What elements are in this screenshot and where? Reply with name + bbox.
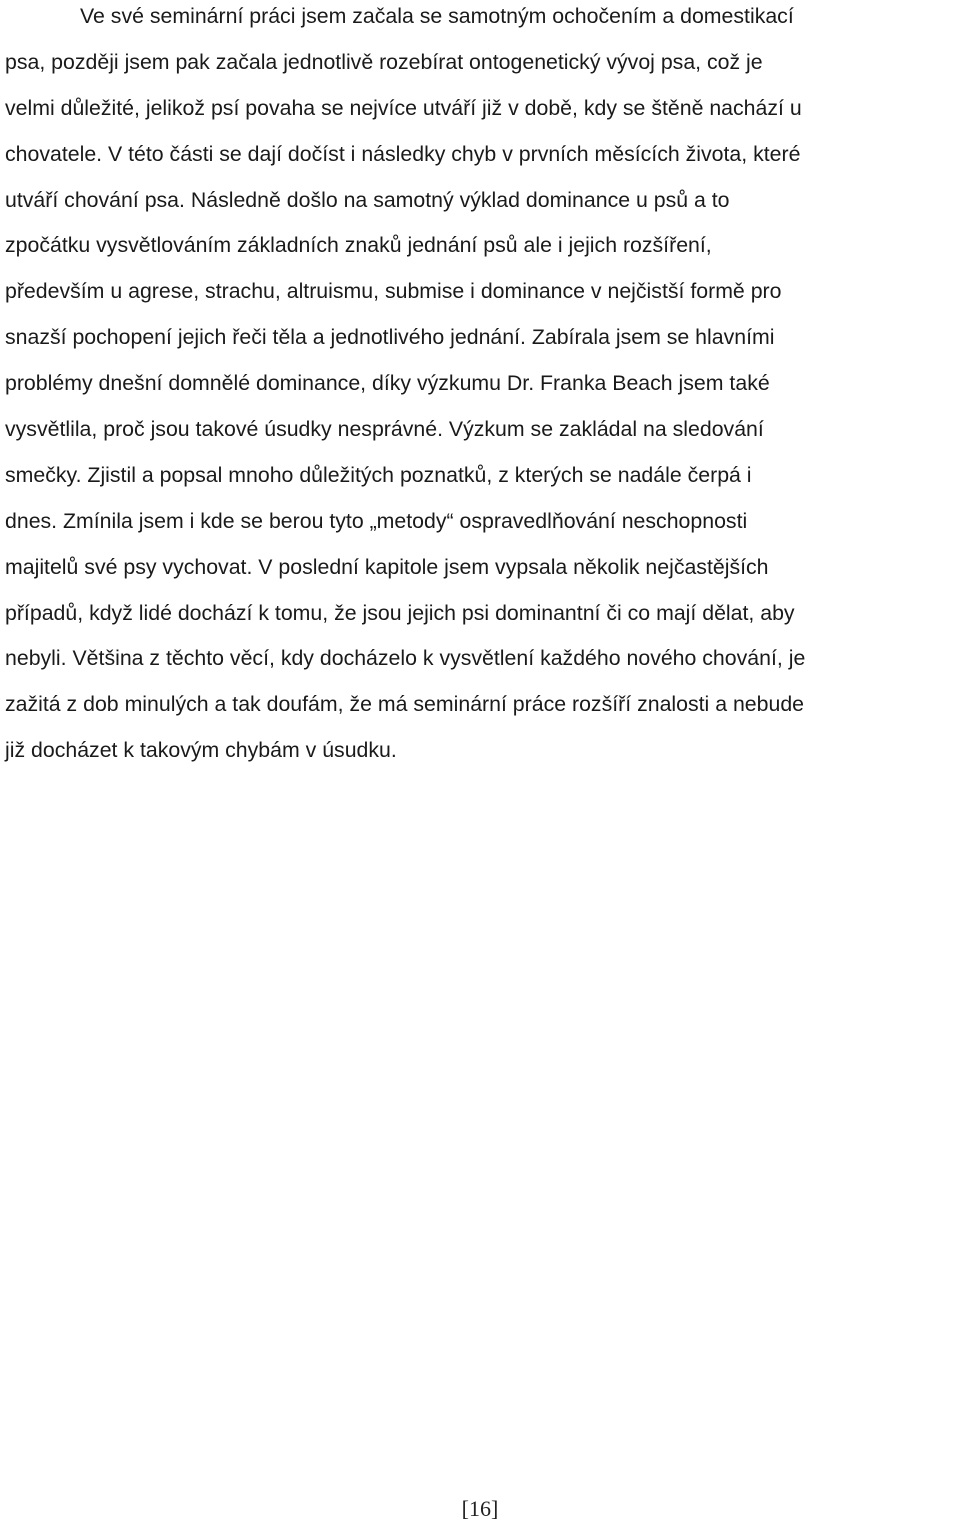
paragraph-line: problémy dnešní domnělé dominance, díky výzkumu Dr. Franka Beach jsem také (5, 371, 770, 396)
paragraph-line: chovatele. V této části se dají dočíst i následky chyb v prvních měsících života, které (5, 141, 801, 166)
paragraph-line: případů, když lidé dochází k tomu, že jsou jejich psi dominantní či co mají dělat, aby (5, 600, 795, 625)
paragraph-line: Ve své seminární práci jsem začala se samotným ochočením a domestikací (80, 4, 794, 28)
paragraph-line: velmi důležité, jelikož psí povaha se nejvíce utváří již v době, kdy se štěně nachází u (5, 95, 802, 120)
paragraph-line: nebyli. Většina z těchto věcí, kdy docházelo k vysvětlení každého nového chování, je (5, 646, 806, 671)
paragraph-line: dnes. Zmínila jsem i kde se berou tyto „metody“ ospravedlňování neschopnosti (5, 508, 748, 533)
paragraph-line: zažitá z dob minulých a tak doufám, že má seminární práce rozšíří znalosti a nebude (5, 692, 805, 717)
page-number: [16] (461, 1496, 499, 1521)
paragraph-line: majitelů své psy vychovat. V poslední kapitole jsem vypsala několik nejčastějších (5, 554, 769, 579)
paragraph-line: vysvětlila, proč jsou takové úsudky nesprávné. Výzkum se zakládal na sledování (5, 417, 764, 442)
paragraph-line: utváří chování psa. Následně došlo na samotný výklad dominance u psů a to (5, 187, 730, 212)
paragraph-line: psa, později jsem pak začala jednotlivě rozebírat ontogenetický vývoj psa, což je (5, 49, 763, 74)
paragraph-line: již docházet k takovým chybám v úsudku. (5, 738, 397, 763)
paragraph-line: smečky. Zjistil a popsal mnoho důležitých poznatků, z kterých se nadále čerpá i (5, 462, 752, 487)
paragraph-line: především u agrese, strachu, altruismu, submise i dominance v nejčistší formě pro (5, 279, 782, 304)
paragraph-line: snazší pochopení jejich řeči těla a jednotlivého jednání. Zabírala jsem se hlavními (5, 325, 775, 350)
paragraph-line: zpočátku vysvětlováním základních znaků jednání psů ale i jejich rozšíření, (5, 233, 712, 258)
conclusion-paragraph (5, 0, 960, 780)
